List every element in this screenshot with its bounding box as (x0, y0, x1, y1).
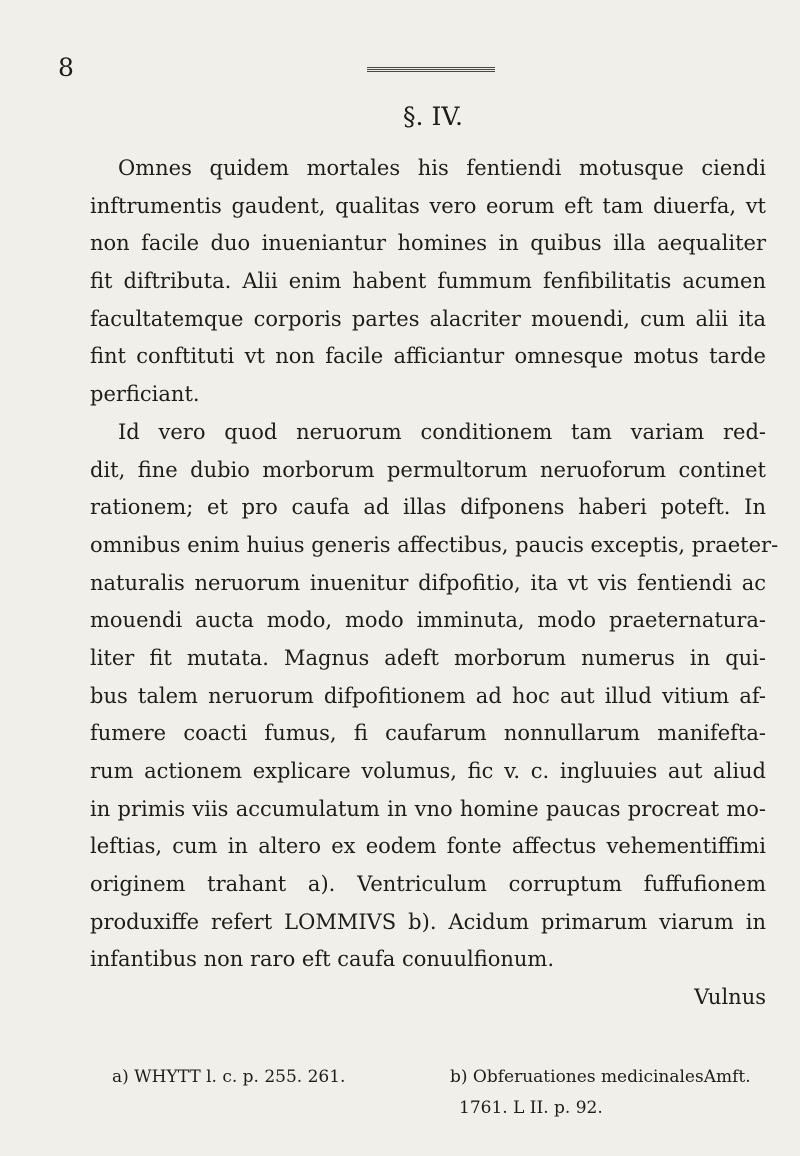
footnote-b: b) Obferuationes medicinalesAmft. (450, 1067, 751, 1087)
text-line: dit, fine dubio morborum permultorum neruoforum continet (90, 457, 766, 482)
footnote-b-continuation: 1761. L II. p. 92. (459, 1098, 603, 1118)
footnote-a: a) WHYTT l. c. p. 255. 261. (112, 1067, 346, 1087)
page-number: 8 (58, 53, 74, 82)
text-line: liter fit mutata. Magnus adeft morborum numerus in qui- (90, 645, 766, 670)
catchword: Vulnus (694, 985, 766, 1010)
text-line: naturalis neruorum inuenitur difpofitio, ita vt vis fentiendi ac (90, 570, 766, 595)
text-line: rationem; et pro caufa ad illas difponens haberi poteft. In (90, 495, 766, 520)
text-line: produxiffe refert LOMMIVS b). Acidum primarum viarum in (90, 909, 766, 934)
text-line: fint conftituti vt non facile afficiantur omnesque motus tarde (90, 344, 766, 369)
text-line: fit diftributa. Alii enim habent fummum fenfibilitatis acumen (90, 269, 766, 294)
header-rule (367, 67, 495, 73)
text-line: facultatemque corporis partes alacriter mouendi, cum alii ita (90, 306, 766, 331)
text-line: inftrumentis gaudent, qualitas vero eorum eft tam diuerfa, vt (90, 193, 766, 218)
text-line: perficiant. (90, 382, 200, 407)
text-line: fumere coacti fumus, fi caufarum nonnullarum manifefta- (90, 721, 766, 746)
section-heading: §. IV. (403, 102, 463, 131)
text-line: non facile duo inueniantur homines in quibus illa aequaliter (90, 231, 766, 256)
text-line: rum actionem explicare volumus, fic v. c. ingluuies aut aliud (90, 759, 766, 783)
text-line: Id vero quod neruorum conditionem tam variam red- (118, 419, 766, 444)
text-line: originem trahant a). Ventriculum corruptum fuffufionem (90, 872, 766, 897)
text-line: infantibus non raro eft caufa conuulfionum. (90, 947, 554, 972)
text-line: leftias, cum in altero ex eodem fonte affectus vehementiffimi (90, 834, 766, 859)
text-line: Omnes quidem mortales his fentiendi motusque ciendi (118, 156, 766, 180)
text-line: in primis viis accumulatum in vno homine paucas procreat mo- (90, 796, 766, 821)
footnotes (112, 1062, 782, 1124)
body-text (90, 150, 779, 1017)
text-line: mouendi aucta modo, modo imminuta, modo praeternatura- (90, 608, 766, 633)
text-line: bus talem neruorum difpofitionem ad hoc aut illud vitium af- (90, 683, 766, 708)
text-line: omnibus enim huius generis affectibus, paucis exceptis, praeter- (90, 532, 779, 557)
